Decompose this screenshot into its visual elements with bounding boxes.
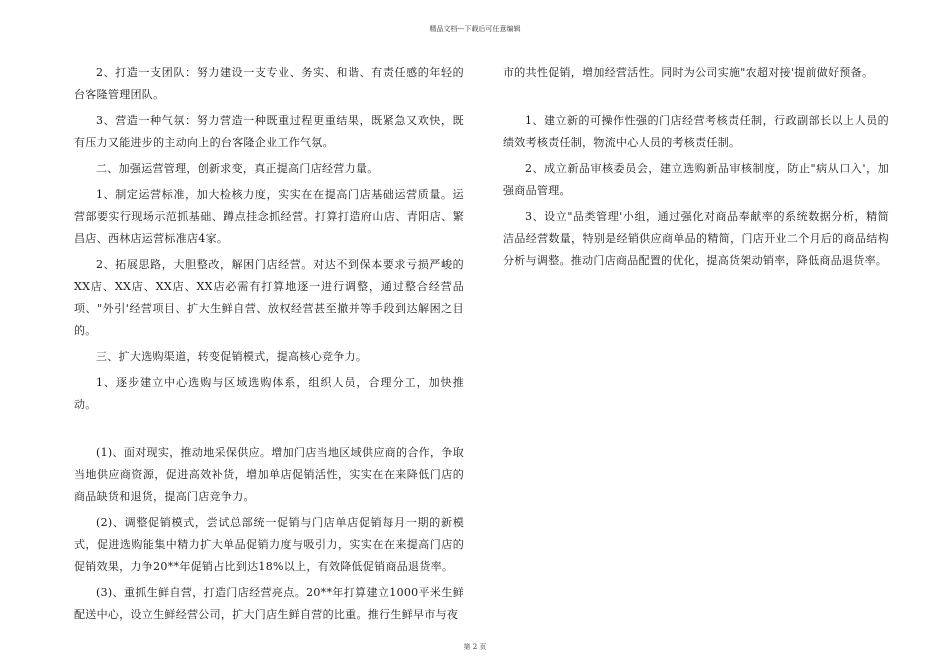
paragraph: 3、营造一种气氛：努力营造一种既重过程更重结果，既紧急又欢快，既有压力又能进步的主动向上的台客隆企业工作气氛。 (74, 114, 464, 149)
spacer (74, 420, 464, 442)
paragraph: 2、拓展思路，大胆整改，解困门店经营。对达不到保本要求亏损严峻的XX店、XX店、XX店、XX店必需有打算地逐一进行调整，通过整合经营品项、"外引'经营项目、扩大生鲜自营、放权经营甚至撤并等手段到达解困之目的。 (74, 258, 464, 337)
page-number: 第 2 页 (463, 643, 487, 651)
paragraph: (1)、面对现实，推动地采保供应。增加门店当地区域供应商的合作，争取当地供应商资源，促进高效补货，增加单店促销活性，实实在在来降低门店的商品缺货和退货，提高门店竞争力。 (74, 446, 464, 503)
page-header: 精品文档---下载后可任意编辑 (429, 25, 521, 33)
paragraph: 市的共性促销，增加经营活性。同时为公司实施"农超对接'提前做好预备。 (503, 66, 874, 79)
paragraph: 3、设立"品类管理'小组，通过强化对商品奉献率的系统数据分析，精简洁品经营数量，特别是经销供应商单品的精简，门店开业二个月后的商品结构分析与调整。推动门店商品配置的优化，提高货架动销率，降低商品退货率。 (503, 210, 889, 267)
paragraph: 2、打造一支团队：努力建设一支专业、务实、和谐、有责任感的年轻的台客隆管理团队。 (74, 66, 464, 101)
spacer (503, 88, 889, 110)
left-column (74, 62, 464, 630)
section-heading: 三、扩大选购渠道，转变促销模式，提高核心竞争力。 (96, 350, 368, 363)
paragraph: (2)、调整促销模式，尝试总部统一促销与门店单店促销每月一期的新模式，促进选购能集中精力扩大单品促销力度与吸引力，实实在在来提高门店的促销效果，力争20**年促销占比到达18%以上，有效降低促销商品退货率。 (74, 516, 464, 573)
paragraph: 1、逐步建立中心选购与区域选购体系，组织人员，合理分工，加快推动。 (74, 376, 464, 411)
paragraph: 2、成立新品审核委员会，建立选购新品审核制度，防止"病从口入'，加强商品管理。 (503, 162, 889, 197)
paragraph: (3)、重抓生鲜自营，打造门店经营亮点。20**年打算建立1000平米生鲜配送中心，设立生鲜经营公司，扩大门店生鲜自营的比重。推行生鲜早市与夜 (74, 586, 464, 621)
section-heading: 二、加强运营管理，创新求变，真正提高门店经营力量。 (96, 162, 379, 175)
paragraph: 1、制定运营标准，加大检核力度，实实在在提高门店基础运营质量。运营部要实行现场示范抓基础、蹲点挂念抓经营。打算打造府山店、青阳店、繁昌店、西林店运营标准店4家。 (74, 188, 464, 245)
right-column (503, 62, 889, 276)
paragraph: 1、建立新的可操作性强的门店经营考核责任制，行政副部长以上人员的绩效考核责任制，物流中心人员的考核责任制。 (503, 114, 889, 149)
